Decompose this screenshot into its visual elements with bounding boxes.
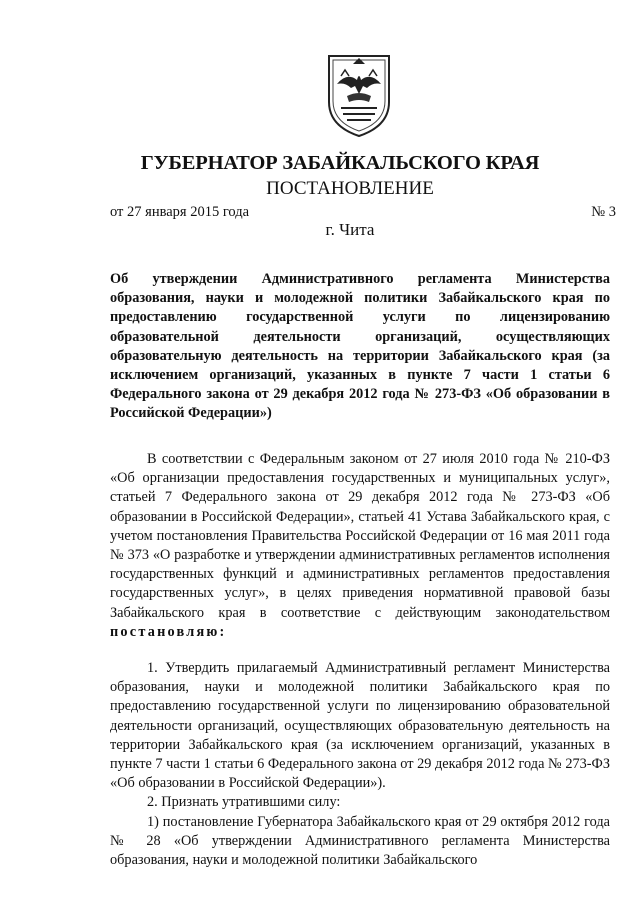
item-2-1-paragraph: 1) постановление Губернатора Забайкальского края от 29 октября 2012 года № 28 «Об утверждении Административного регламента Министерства образования, науки и молодежной политики Забайкальского — [110, 813, 610, 869]
document-date: от 27 января 2015 года — [110, 204, 250, 220]
document-number: № 3 — [591, 204, 616, 220]
document-subject: Об утверждении Административного регламента Министерства образования, науки и молодежной политики Забайкальского края по предоставлению государственной услуги по лицензированию образовательной деятельности организаций, осуществляющих образовательную деятельность на территории Забайкальского края (за исключением организаций, указанных в пункте 7 части 1 статьи 6 Федерального закона от 29 декабря 2012 года № 273-ФЗ «Об образовании в Российской Федерации») — [110, 271, 610, 422]
document-type: ПОСТАНОВЛЕНИЕ — [266, 178, 434, 199]
document-issuer: ГУБЕРНАТОР ЗАБАЙКАЛЬСКОГО КРАЯ — [140, 152, 540, 174]
decree-word: постановляю: — [110, 623, 227, 640]
preamble-paragraph — [110, 450, 610, 642]
item-1-paragraph: 1. Утвердить прилагаемый Административный регламент Министерства образования, науки и молодежной политики Забайкальского края по предоставлению государственной услуги по лицензированию образовательной деятельности организаций, осуществляющих образовательную деятельность на территории Забайкальского края (за исключением организаций, указанных в пункте 7 части 1 статьи 6 Федерального закона от 29 декабря 2012 года № 273-ФЗ «Об образовании в Российской Федерации»). — [110, 660, 610, 792]
item-2-paragraph: 2. Признать утратившими силу: — [147, 794, 341, 811]
document-city: г. Чита — [325, 220, 375, 239]
document-body — [110, 450, 610, 870]
coat-of-arms-icon — [323, 50, 395, 138]
preamble-text: В соответствии с Федеральным законом от 27 июля 2010 года № 210-ФЗ «Об организации предоставления государственных и муниципальных услуг», статьей 7 Федерального закона от 29 декабря 2012 года № 273-ФЗ «Об образовании в Российской Федерации», статьей 41 Устава Забайкальского края, с учетом постановления Правительства Российской Федерации от 16 мая 2011 года № 373 «О разработке и утверждении административных регламентов исполнения государственных функций и административных регламентов предоставления государственных услуг», в целях приведения нормативной правовой базы Забайкальского края в соответствие с действующим законодательством — [110, 451, 610, 621]
